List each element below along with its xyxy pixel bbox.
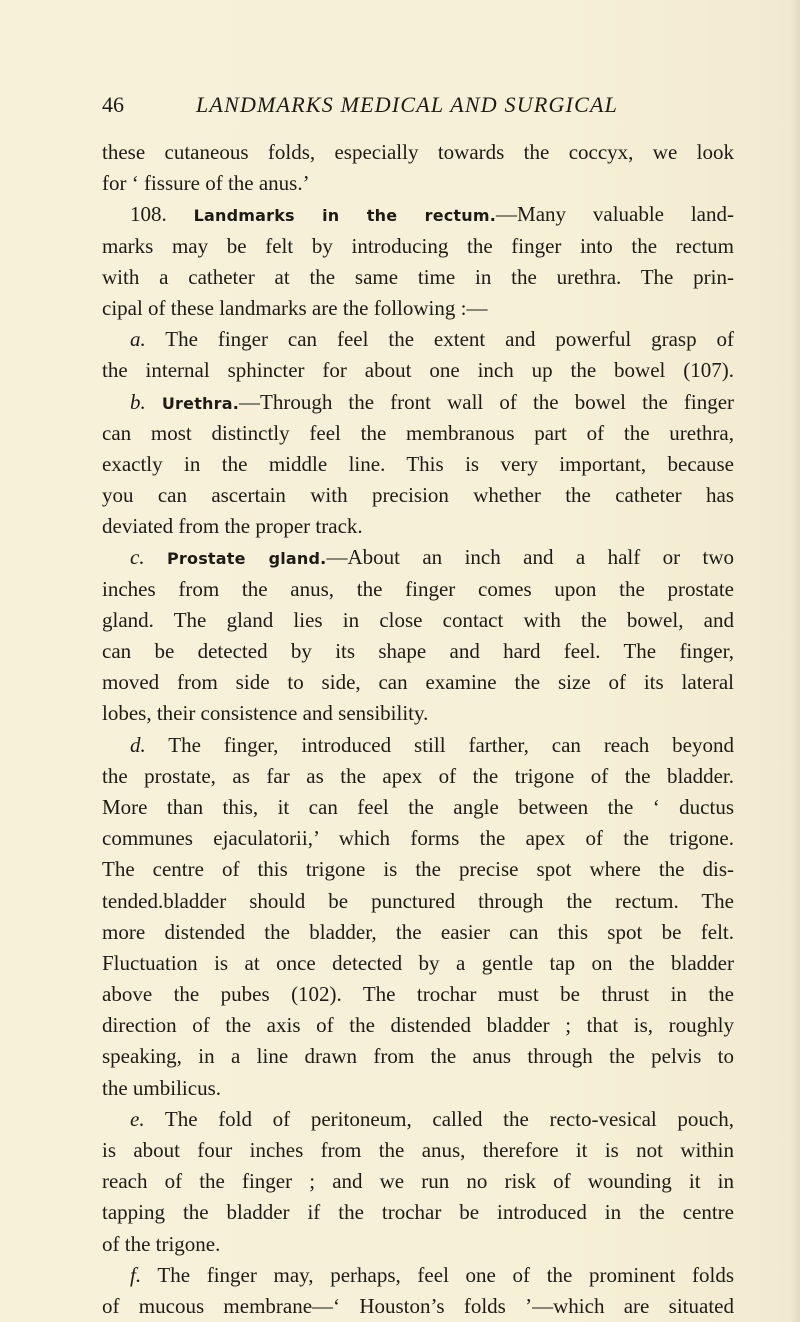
item-label: d. (130, 732, 146, 757)
subsection-heading: Urethra. (161, 393, 239, 413)
subsection-heading: Prostate gland. (166, 549, 327, 569)
text-line: inches from the anus, the finger comes upon the prostate (102, 576, 734, 601)
text-line: gland. The gland lies in close contact with the bowel, and (102, 607, 734, 632)
section-heading: Landmarks in the rectum. (193, 206, 497, 226)
text-line: is about four inches from the anus, therefore it is not within (102, 1138, 734, 1162)
text-line: these cutaneous folds, especially towards the coccyx, we look (102, 140, 734, 164)
text-line: deviated from the proper track. (102, 514, 363, 539)
text-line: the prostate, as far as the apex of the trigone of the bladder. (102, 763, 734, 788)
item-label: b. (130, 389, 146, 414)
item-b-line (102, 387, 734, 418)
section-108-line (102, 199, 734, 230)
text-line: the internal sphincter for about one inch up the bowel (107). (102, 358, 734, 383)
text-fragment: —Many valuable land- (496, 202, 734, 227)
text-line: with a catheter at the same time in the urethra. The prin- (102, 264, 734, 289)
item-a-line (102, 324, 734, 355)
text-line: you can ascertain with precision whether the catheter has (102, 483, 734, 508)
section-number: 108. (130, 202, 167, 227)
text-line: speaking, in a line drawn from the anus through the pelvis to (102, 1044, 734, 1069)
text-fragment: —Through the front wall of the bowel the finger (239, 389, 735, 414)
text-line: communes ejaculatorii,’ which forms the apex of the trigone. (102, 826, 734, 851)
text-line: Fluctuation is at once detected by a gentle tap on the bladder (102, 950, 734, 975)
text-line: reach of the finger ; and we run no risk of wounding it in (102, 1169, 734, 1194)
text-fragment: The finger may, perhaps, feel one of the prominent folds (157, 1262, 734, 1287)
page-number: 46 (102, 92, 124, 117)
text-line: can most distinctly feel the membranous part of the urethra, (102, 420, 734, 445)
text-line: for ‘ fissure of the anus.’ (102, 171, 310, 196)
text-fragment: The finger, introduced still farther, can reach beyond (168, 732, 735, 757)
item-label: c. (130, 545, 145, 570)
text-line: cipal of these landmarks are the following :— (102, 295, 488, 320)
text-line: of mucous membrane—‘ Houston’s folds ’—which are situated (102, 1293, 734, 1318)
text-line: more distended the bladder, the easier can this spot be felt. (102, 919, 734, 944)
text-line: tapping the bladder if the trochar be introduced in the centre (102, 1200, 734, 1225)
text-line: The centre of this trigone is the precise spot where the dis- (102, 857, 734, 882)
text-line: of the trigone. (102, 1231, 221, 1256)
page-edge-shadow (790, 0, 800, 1322)
text-line: marks may be felt by introducing the finger into the rectum (102, 233, 734, 258)
item-e-line (102, 1104, 734, 1135)
text-line: tended.bladder should be punctured through the rectum. The (102, 888, 734, 913)
item-label: e. (130, 1106, 145, 1131)
item-label: f. (130, 1262, 142, 1287)
text-line: direction of the axis of the distended bladder ; that is, roughly (102, 1013, 734, 1038)
text-line: above the pubes (102). The trochar must be thrust in the (102, 982, 734, 1007)
text-line: More than this, it can feel the angle between the ‘ ductus (102, 794, 734, 819)
text-fragment: The finger can feel the extent and powerful grasp of (165, 327, 734, 352)
text-fragment: The fold of peritoneum, called the recto-vesical pouch, (164, 1106, 735, 1131)
page-header (102, 92, 742, 122)
item-f-line (102, 1260, 734, 1291)
text-line: the umbilicus. (102, 1075, 221, 1100)
item-d-line (102, 730, 734, 761)
item-label: a. (130, 327, 146, 352)
body-text (102, 137, 734, 1322)
item-c-line (102, 542, 734, 573)
text-line: moved from side to side, can examine the size of its lateral (102, 670, 734, 695)
text-line: lobes, their consistence and sensibility. (102, 701, 429, 726)
text-line: can be detected by its shape and hard feel. The finger, (102, 639, 734, 663)
text-fragment: —About an inch and a half or two (326, 545, 735, 570)
text-line: exactly in the middle line. This is very important, because (102, 451, 734, 476)
running-title: LANDMARKS MEDICAL AND SURGICAL (196, 92, 619, 117)
